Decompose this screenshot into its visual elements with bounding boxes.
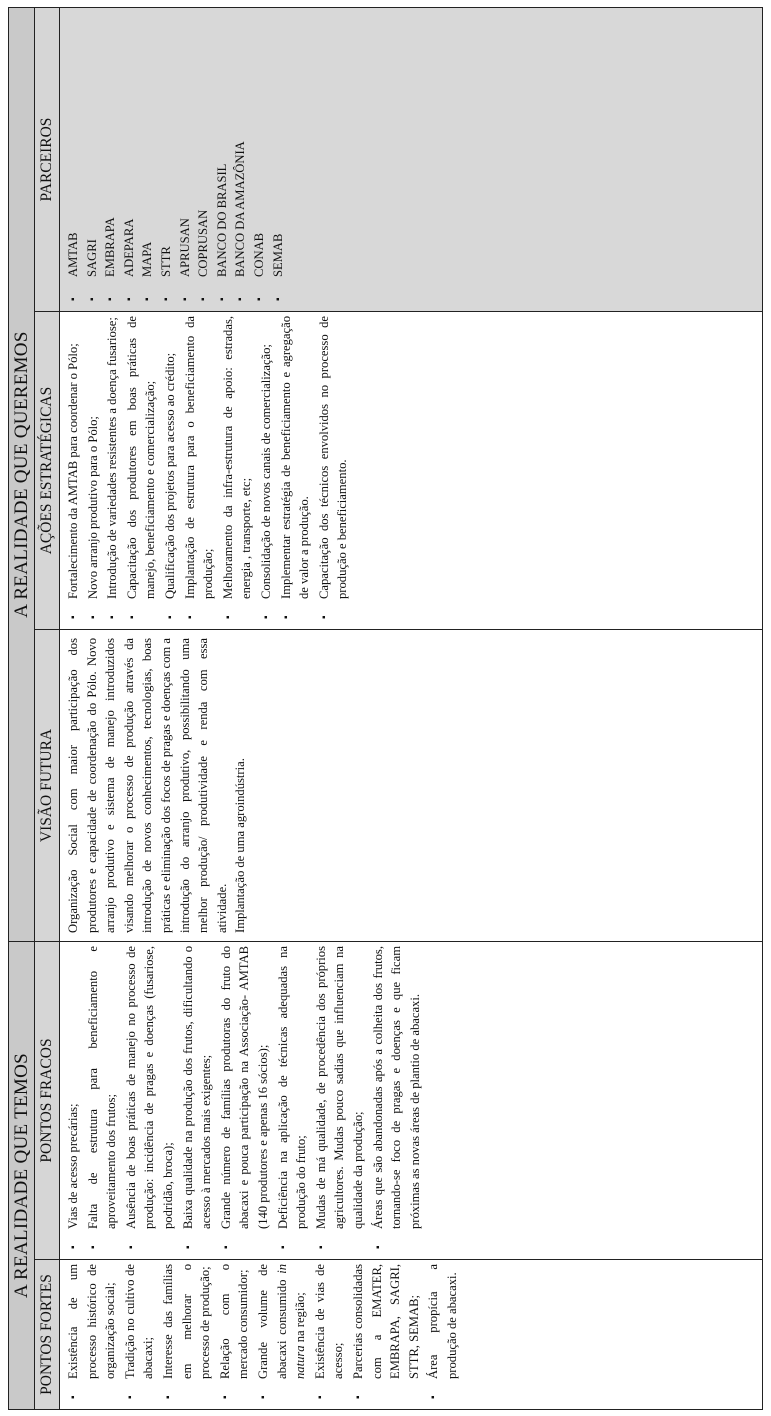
parceiros-item [157,12,176,307]
parceiros-item [194,12,213,307]
visao-paragraph-2: Implantação de uma agroindústria. [233,758,248,933]
bullet-icon: ▪ [216,297,228,301]
column-header-row [35,8,60,1410]
item-text: AMTAB [66,232,80,277]
pontos-fortes-item [216,1264,253,1405]
acoes-estrategicas-item [64,316,83,625]
bullet-icon: ▪ [179,297,191,301]
bullet-icon: ▪ [253,297,265,301]
visao-paragraph-1: Organização Social com maior participação dos produtores e capacidade de coordenação do Pólo. Novo arranjo produtivo e sistema de manejo introduzidos visando melhorar o processo de produção através da introdução de novos conhecimentos, tecnologias, boas práticas e eliminação dos focos de pragas e doenças com a introdução do arranjo produtivo, possibilitando uma melhor produção/ produtividade e renda com essa atividade. [66,638,229,933]
bullet-icon: ▪ [86,297,98,301]
bullet-icon: ▪ [124,1395,136,1399]
bullet-icon: ▪ [318,615,330,619]
item-text: Capacitação dos produtores em boas práticas de manejo, beneficiamento e comercialização; [124,316,158,599]
item-text: Falta de estrutura para beneficiamento e aproveitamento dos frutos; [85,946,119,1229]
item-text: ADEPARA [121,218,136,277]
list-pontos-fortes [64,1264,461,1405]
pontos-fortes-item [64,1264,120,1405]
acoes-estrategicas-item [103,316,122,625]
header-acoes-estrategicas: AÇÕES ESTRATÉGICAS [35,312,60,630]
pontos-fortes-item [121,1264,158,1405]
header-visao-futura: VISÃO FUTURA [35,630,60,942]
list-pontos-fracos [64,946,424,1255]
bullet-icon: ▪ [105,297,117,301]
cell-visao-futura [60,630,763,942]
item-text: Parcerias consolidadas com a EMATER, EMBRAPA, SAGRI, STTR, SEMAB; [350,1264,421,1379]
item-text: Novo arranjo produtivo para o Pólo; [85,416,100,599]
parceiros-item [64,12,83,307]
parceiros-item [231,12,250,307]
header-pontos-fracos: PONTOS FRACOS [35,942,60,1260]
bullet-icon: ▪ [219,1395,231,1399]
item-text: BANCO DO BRASIL [214,163,229,277]
bullet-icon: ▪ [68,1245,79,1249]
item-text: Implementar estratégia de beneficiamento e agregação de valor a produção. [278,316,312,599]
list-acoes-estrategicas [64,316,352,625]
list-parceiros [64,12,287,307]
pontos-fracos-item [179,946,216,1255]
item-text: Mudas de má qualidade, de procedência dos próprios agricultores. Mudas pouco sadias que influenciam na qualidade da produção; [313,946,365,1229]
pontos-fracos-item [84,946,121,1255]
bullet-icon: ▪ [164,615,176,619]
acoes-estrategicas-item [315,316,352,625]
pontos-fracos-item [217,946,273,1255]
item-text: Ausência de boas práticas de manejo no processo de produção: incidência de pragas e doenças (fusariose, podridão, broca); [123,946,175,1229]
item-text: Baixa qualidade na produção dos frutos, dificultando o acesso à mercados mais exigentes; [180,946,214,1229]
parceiros-item [101,12,120,307]
bullet-icon: ▪ [123,297,135,301]
bullet-icon: ▪ [280,615,292,619]
bullet-icon: ▪ [277,1245,289,1249]
item-text: BANCO DA AMAZÔNIA [233,141,248,277]
pontos-fracos-item [64,946,83,1255]
bullet-icon: ▪ [107,615,119,619]
group-temos: A REALIDADE QUE TEMOS [9,942,35,1410]
item-text: Deficiência na aplicação de técnicas adequadas na produção do fruto; [275,946,309,1229]
cell-acoes-estrategicas [60,312,763,630]
item-text: Consolidação de novos canais de comercialização; [258,344,273,599]
pontos-fortes-item [349,1264,423,1405]
acoes-estrategicas-item [181,316,218,625]
item-text: APRUSAN [177,218,192,277]
cell-parceiros [60,8,763,312]
parceiros-item [138,12,157,307]
item-text: SEMAB [270,233,285,277]
bullet-icon: ▪ [272,297,284,301]
bullet-icon: ▪ [126,615,138,619]
item-text: Implantação de estrutura para o beneficiamento da produção; [182,316,216,599]
bullet-icon: ▪ [260,615,272,619]
bullet-icon: ▪ [68,1395,79,1399]
bullet-icon: ▪ [235,297,247,301]
item-text: Interesse das famílias em melhorar o processo de produção; [160,1264,213,1379]
bullet-icon: ▪ [257,1395,269,1399]
pontos-fortes-item [159,1264,215,1405]
bullet-icon: ▪ [182,1245,194,1249]
bullet-icon: ▪ [68,615,79,619]
parceiros-item [120,12,139,307]
bullet-icon: ▪ [372,1245,384,1249]
pontos-fortes-item [254,1264,310,1405]
item-text: Vias de acesso precárias; [66,1103,80,1229]
parceiros-item [250,12,269,307]
bullet-icon: ▪ [314,1395,326,1399]
acoes-estrategicas-item [257,316,276,625]
item-text: Grande volume de abacaxi consumido in natura na região; [255,1264,308,1379]
item-text: EMBRAPA [103,217,118,277]
item-text: SAGRI [84,239,99,277]
item-text: Existência de vias de acesso; [312,1264,346,1379]
item-text: Introdução de variedades resistentes a doença fusariose; [105,317,120,599]
item-text: Relação com o mercado consumidor; [217,1264,251,1379]
pontos-fracos-item [369,946,425,1255]
bullet-icon: ▪ [125,1245,137,1249]
item-text: STTR [158,246,173,277]
item-text: Existência de um processo histórico de organização social; [66,1264,118,1379]
bullet-icon: ▪ [222,615,234,619]
item-text: Tradição no cultivo de abacaxi; [122,1264,156,1379]
strategy-table [8,7,763,1410]
bullet-icon: ▪ [352,1395,364,1399]
item-text: Capacitação dos técnicos envolvidos no processo de produção e beneficiamento. [316,316,350,599]
pontos-fortes-item [311,1264,348,1405]
item-text: Áreas que são abandonadas após a colheita dos frutos, tornando-se foco de pragas e doenças e que ficam próximas as novas áreas de plantio de abacaxi. [370,946,422,1229]
bullet-icon: ▪ [68,297,79,301]
bullet-icon: ▪ [315,1245,327,1249]
cell-pontos-fortes [60,1260,763,1410]
acoes-estrategicas-item [277,316,314,625]
acoes-estrategicas-item [219,316,256,625]
header-parceiros: PARCEIROS [35,8,60,312]
pontos-fracos-item [274,946,311,1255]
bullet-icon: ▪ [142,297,154,301]
parceiros-item [83,12,102,307]
parceiros-item [176,12,195,307]
parceiros-item [269,12,288,307]
item-text: Qualificação dos projetos para acesso ao crédito; [162,352,177,599]
item-text: Melhoramento da infra-estrutura de apoio: estradas, energia , transporte, etc; [220,316,254,599]
bullet-icon: ▪ [198,297,210,301]
bullet-icon: ▪ [428,1395,440,1399]
bullet-icon: ▪ [160,297,172,301]
bullet-icon: ▪ [87,615,99,619]
item-text: Área propícia a produção de abacaxi. [426,1264,459,1379]
item-text: CONAB [251,232,266,277]
acoes-estrategicas-item [123,316,160,625]
item-text: Fortalecimento da AMTAB para coordenar o Pólo; [66,343,80,599]
group-queremos: A REALIDADE QUE QUEREMOS [9,8,35,942]
item-text: Grande número de famílias produtoras do fruto do abacaxi e pouca participação na Associação- AMTAB (140 produtores e apenas 16 sócios); [218,946,270,1229]
group-header-row [9,8,35,1410]
content-row [60,8,763,1410]
bullet-icon: ▪ [87,1245,99,1249]
pontos-fortes-item [424,1264,461,1405]
bullet-icon: ▪ [220,1245,232,1249]
header-pontos-fortes: PONTOS FORTES [35,1260,60,1410]
parceiros-item [213,12,232,307]
acoes-estrategicas-item [84,316,103,625]
item-text: MAPA [140,241,155,277]
cell-pontos-fracos [60,942,763,1260]
pontos-fracos-item [122,946,178,1255]
bullet-icon: ▪ [184,615,196,619]
item-text: COPRUSAN [196,209,211,277]
acoes-estrategicas-item [161,316,180,625]
pontos-fracos-item [312,946,368,1255]
bullet-icon: ▪ [162,1395,174,1399]
